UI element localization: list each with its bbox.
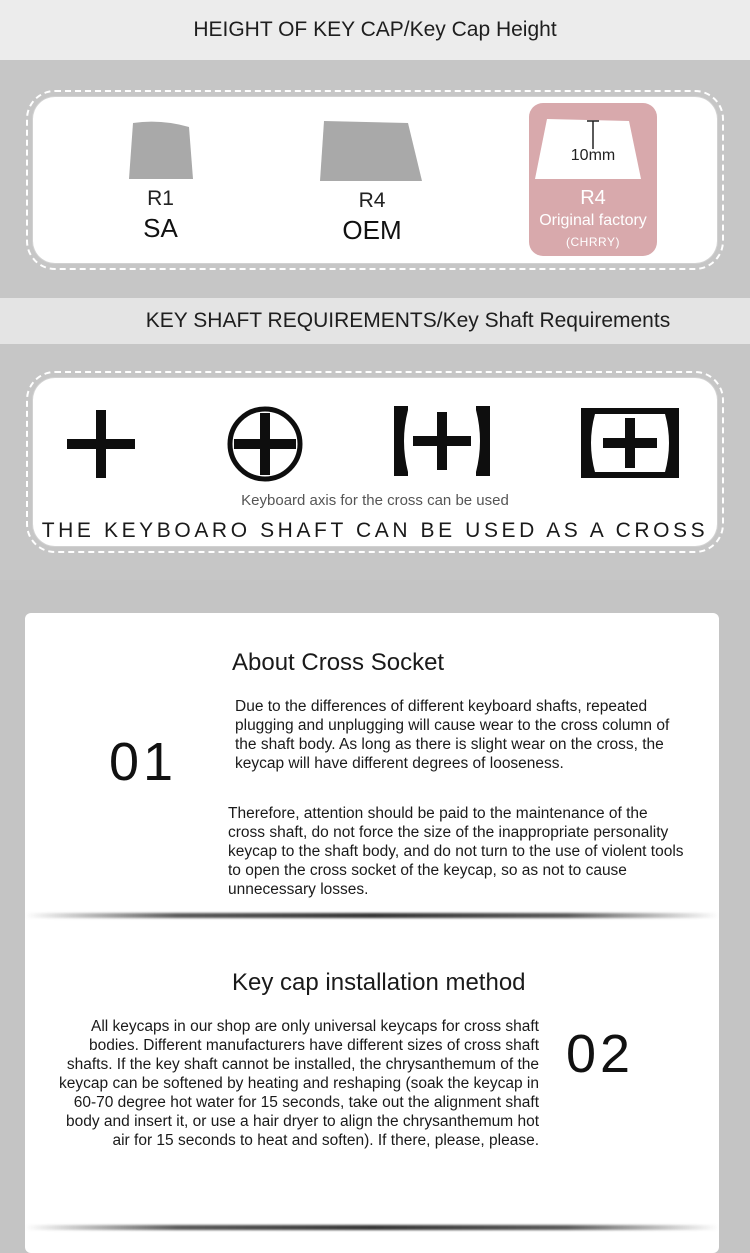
about-cross-socket-title: About Cross Socket xyxy=(232,649,445,676)
section-number-02: 02 xyxy=(566,1024,635,1084)
height-section-title: HEIGHT OF KEY CAP/Key Cap Height xyxy=(193,18,557,41)
keycap-height-card xyxy=(33,97,717,263)
shaft-section-title: KEY SHAFT REQUIREMENTS/Key Shaft Requirements xyxy=(145,309,671,332)
keycap-sa-profile: SA xyxy=(143,213,178,243)
section-divider-bottom xyxy=(25,1225,719,1230)
keycap-sa xyxy=(118,121,203,244)
shaft-banner-text: THE KEYBOARO SHAFT CAN BE USED AS A CROSS xyxy=(41,519,709,542)
circle-cross-icon xyxy=(224,403,306,485)
keycap-oem-profile: OEM xyxy=(342,215,402,245)
keycap-oem xyxy=(317,119,427,246)
boxed-cross-icon xyxy=(581,408,679,478)
plus-cross-icon xyxy=(65,408,137,480)
keycap-oem-row: R4 xyxy=(358,189,386,212)
section-number-01: 01 xyxy=(109,732,178,792)
about-paragraph-2: Therefore, attention should be paid to the maintenance of the cross shaft, do not force the size of the inappropriate personality keycap to the shaft body, and do not turn to the use of violent tools to open the cross socket of the keycap, so as not to cause unnecessary losses. xyxy=(228,805,684,898)
section-divider xyxy=(25,913,719,918)
keycap-factory-sub: (CHRRY) xyxy=(566,235,620,249)
keycap-factory-row: R4 xyxy=(580,187,606,209)
key-shaft-card xyxy=(33,378,717,546)
factory-keycap-shape-icon xyxy=(529,103,657,183)
keycap-factory-label: Original factory xyxy=(539,212,647,229)
oem-keycap-shape-icon xyxy=(320,119,424,183)
shaft-axis-caption: Keyboard axis for the cross can be used xyxy=(241,492,509,509)
keycap-original-factory xyxy=(529,103,657,256)
bracket-cross-icon xyxy=(394,406,490,476)
height-section-header xyxy=(0,0,750,60)
keycap-sa-row: R1 xyxy=(147,187,174,210)
installation-paragraph: All keycaps in our shop are only universal keycaps for cross shaft bodies. Different manufacturers have different sizes of cross shaft shafts. If the key shaft cannot be installed, the chrysanthemum of the keycap can be softened by heating and reshaping (soak the keycap in 60-70 degree hot water for 15 seconds, take out the alignment shaft body and insert it, or use a hair dryer to align the chrysanthemum hot air for 15 seconds to heat and soften). If there, please, please. xyxy=(59,1018,539,1149)
sa-keycap-shape-icon xyxy=(127,121,195,181)
height-measurement-label: 10mm xyxy=(570,147,616,164)
about-paragraph-1: Due to the differences of different keyboard shafts, repeated plugging and unplugging will cause wear to the cross column of the shaft body. As long as there is slight wear on the cross, the keycap will have different degrees of looseness. xyxy=(235,698,670,772)
shaft-section-header xyxy=(0,298,750,344)
info-card xyxy=(25,613,719,1253)
installation-method-title: Key cap installation method xyxy=(232,969,526,996)
